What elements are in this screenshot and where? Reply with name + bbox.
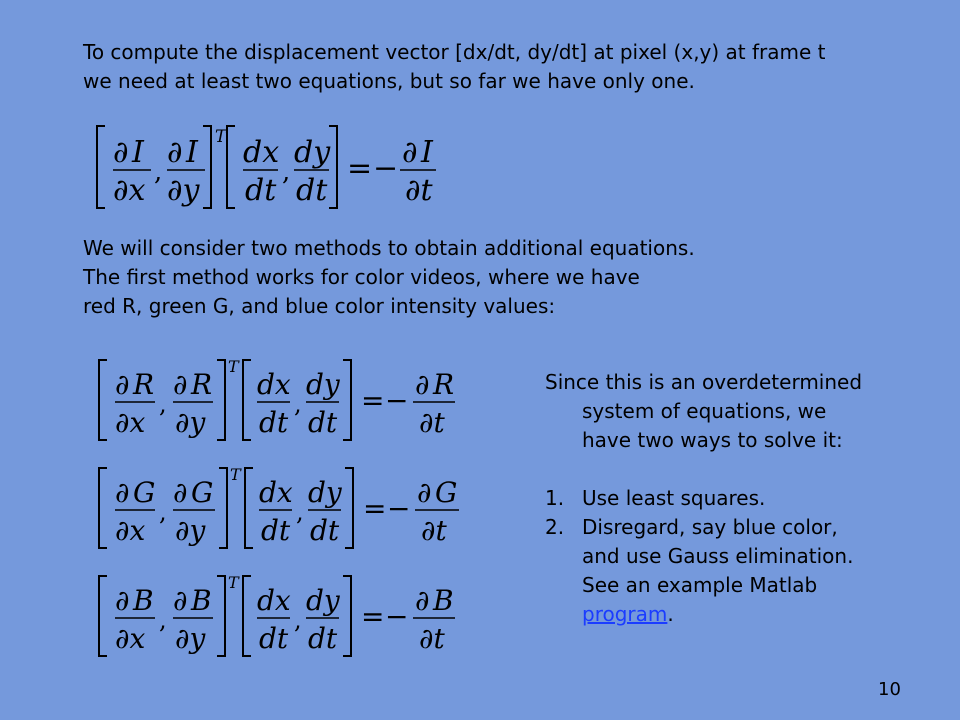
svg-text:∂: ∂ bbox=[115, 476, 130, 509]
svg-text:−: − bbox=[387, 492, 411, 525]
svg-text:∂x: ∂x bbox=[115, 622, 146, 655]
blank-line bbox=[545, 455, 925, 484]
main-num-1: I bbox=[132, 135, 144, 170]
svg-text:=: = bbox=[361, 384, 385, 417]
svg-text:,: , bbox=[294, 390, 302, 418]
svg-text:∂: ∂ bbox=[173, 476, 188, 509]
svg-text:dt: dt bbox=[308, 406, 338, 439]
svg-text:∂y: ∂y bbox=[175, 622, 206, 655]
intro-text bbox=[83, 38, 943, 96]
svg-text:,: , bbox=[282, 157, 291, 187]
red-rhs: R bbox=[433, 368, 455, 401]
svg-text:∂: ∂ bbox=[417, 476, 432, 509]
svg-text:dx: dx bbox=[243, 135, 280, 170]
methods-line-3: red R, green G, and blue color intensity values: bbox=[83, 294, 556, 318]
link-period: . bbox=[667, 602, 674, 626]
svg-text:dx: dx bbox=[257, 584, 291, 617]
list-item-1 bbox=[545, 484, 925, 513]
list-2-line-3: See an example Matlab bbox=[582, 573, 818, 597]
svg-text:dy: dy bbox=[306, 584, 340, 617]
svg-text:∂y: ∂y bbox=[175, 406, 206, 439]
svg-text:=: = bbox=[347, 151, 373, 186]
svg-text:dt: dt bbox=[261, 514, 291, 547]
svg-text:∂: ∂ bbox=[173, 584, 188, 617]
intro-line-1: To compute the displacement vector [dx/dt, dy/dt] at pixel (x,y) at frame t bbox=[83, 40, 826, 64]
equation-main bbox=[93, 120, 453, 215]
svg-text:dt: dt bbox=[259, 622, 289, 655]
svg-text:=: = bbox=[363, 492, 387, 525]
svg-text:∂y: ∂y bbox=[175, 514, 206, 547]
svg-text:,: , bbox=[159, 606, 167, 634]
equation-green bbox=[93, 458, 473, 553]
svg-text:,: , bbox=[159, 390, 167, 418]
svg-text:∂t: ∂t bbox=[405, 173, 433, 208]
svg-text:∂: ∂ bbox=[173, 368, 188, 401]
svg-text:=: = bbox=[361, 600, 385, 633]
svg-text:∂x: ∂x bbox=[115, 514, 146, 547]
svg-text:∂x: ∂x bbox=[115, 406, 146, 439]
blue-num-2: B bbox=[191, 584, 212, 617]
slide-number: 10 bbox=[878, 679, 901, 700]
svg-text:dy: dy bbox=[306, 368, 340, 401]
methods-text bbox=[83, 234, 843, 321]
svg-text:∂: ∂ bbox=[402, 135, 418, 170]
svg-text:,: , bbox=[159, 498, 167, 526]
main-rhs: I bbox=[421, 135, 433, 170]
green-num-2: G bbox=[191, 476, 214, 509]
svg-text:T: T bbox=[228, 357, 239, 376]
list-2-line-1: Disregard, say blue color, bbox=[582, 515, 838, 539]
svg-text:dy: dy bbox=[294, 135, 331, 170]
svg-text:dx: dx bbox=[257, 368, 291, 401]
svg-text:−: − bbox=[385, 384, 409, 417]
svg-text:∂: ∂ bbox=[115, 584, 130, 617]
side-line-2: system of equations, we bbox=[582, 399, 827, 423]
svg-text:∂: ∂ bbox=[115, 368, 130, 401]
methods-line-1: We will consider two methods to obtain additional equations. bbox=[83, 236, 695, 260]
svg-text:∂: ∂ bbox=[415, 584, 430, 617]
svg-text:,: , bbox=[296, 498, 304, 526]
svg-text:dt: dt bbox=[296, 173, 328, 208]
svg-text:,: , bbox=[294, 606, 302, 634]
green-num-1: G bbox=[133, 476, 156, 509]
svg-text:∂: ∂ bbox=[415, 368, 430, 401]
list-2-line-4 bbox=[582, 600, 853, 629]
main-num-2: I bbox=[186, 135, 198, 170]
svg-text:∂x: ∂x bbox=[113, 173, 146, 208]
list-2-line-2: and use Gauss elimination. bbox=[582, 544, 854, 568]
svg-text:dy: dy bbox=[308, 476, 342, 509]
list-number-1: 1. bbox=[545, 486, 565, 510]
equation-blue bbox=[93, 566, 473, 661]
list-number-2: 2. bbox=[545, 515, 565, 539]
methods-line-2: The first method works for color videos, where we have bbox=[83, 265, 640, 289]
green-rhs: G bbox=[435, 476, 458, 509]
svg-text:dx: dx bbox=[259, 476, 293, 509]
svg-text:dt: dt bbox=[245, 173, 277, 208]
blue-num-1: B bbox=[133, 584, 154, 617]
red-num-2: R bbox=[191, 368, 213, 401]
list-text-1: Use least squares. bbox=[582, 486, 766, 510]
equation-red bbox=[93, 350, 473, 445]
svg-text:dt: dt bbox=[259, 406, 289, 439]
svg-text:dt: dt bbox=[310, 514, 340, 547]
side-note bbox=[545, 368, 925, 629]
svg-text:,: , bbox=[154, 157, 163, 187]
svg-text:T: T bbox=[230, 465, 241, 484]
svg-text:T: T bbox=[228, 573, 239, 592]
svg-text:∂t: ∂t bbox=[419, 622, 445, 655]
svg-text:∂t: ∂t bbox=[419, 406, 445, 439]
list-item-2 bbox=[545, 513, 925, 629]
side-line-1: Since this is an overdetermined bbox=[545, 370, 863, 394]
svg-text:−: − bbox=[385, 600, 409, 633]
svg-text:∂t: ∂t bbox=[421, 514, 447, 547]
side-line-3: have two ways to solve it: bbox=[582, 428, 843, 452]
svg-text:∂y: ∂y bbox=[167, 173, 200, 208]
list-text-2 bbox=[582, 513, 853, 629]
svg-text:dt: dt bbox=[308, 622, 338, 655]
svg-text:∂: ∂ bbox=[113, 135, 129, 170]
red-num-1: R bbox=[133, 368, 155, 401]
blue-rhs: B bbox=[433, 584, 454, 617]
svg-text:T: T bbox=[215, 127, 227, 147]
svg-text:−: − bbox=[373, 151, 399, 186]
program-link[interactable]: program bbox=[582, 602, 668, 626]
svg-text:∂: ∂ bbox=[167, 135, 183, 170]
intro-line-2: we need at least two equations, but so far we have only one. bbox=[83, 69, 695, 93]
